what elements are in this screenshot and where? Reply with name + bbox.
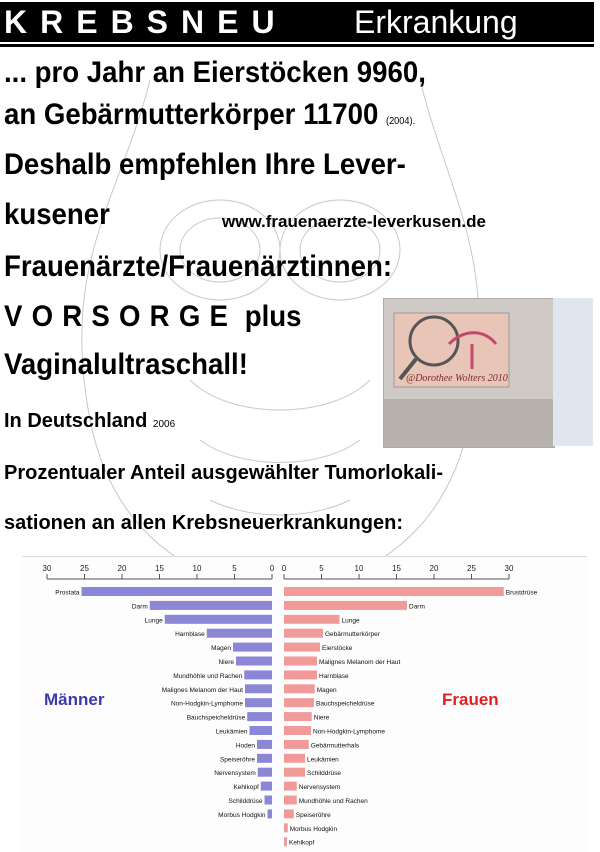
men-bar-label-9: Bauchspeicheldrüse xyxy=(186,714,246,722)
women-bar-label-13: Schilddrüse xyxy=(307,770,341,778)
men-tick-0: 30 xyxy=(42,564,52,573)
women-tick-2: 10 xyxy=(354,564,364,573)
men-bar-9 xyxy=(247,712,272,721)
women-bar-label-8: Bauchspeicheldrüse xyxy=(316,700,375,708)
women-bar-label-0: Brustdrüse xyxy=(505,589,538,597)
men-bar-label-2: Lunge xyxy=(144,617,163,625)
women-bar-18 xyxy=(284,837,287,846)
men-tick-2: 20 xyxy=(117,564,127,573)
text-line-3: Deshalb empfehlen Ihre Lever- xyxy=(4,148,406,181)
men-bar-label-16: Morbus Hodgkin xyxy=(218,811,266,819)
men-bar-label-4: Magen xyxy=(211,645,231,653)
men-bar-label-0: Prostata xyxy=(55,589,80,597)
women-bar-label-15: Mundhöhle und Rachen xyxy=(298,798,368,805)
ultrasound-photo xyxy=(383,298,555,448)
men-bar-14 xyxy=(261,782,272,791)
women-bar-label-14: Nervensystem xyxy=(298,784,341,792)
men-bar-label-11: Hoden xyxy=(235,742,255,750)
headline-spaced: KREBSNEU xyxy=(4,4,288,40)
men-bar-8 xyxy=(245,698,272,707)
women-bar-3 xyxy=(284,629,323,638)
headline-bar xyxy=(0,2,594,42)
women-bar-label-18: Kehlkopf xyxy=(289,839,315,847)
men-bar-11 xyxy=(257,740,272,749)
chart-container xyxy=(22,556,587,852)
women-bar-17 xyxy=(284,823,288,832)
women-bar-label-4: Eierstöcke xyxy=(322,645,353,653)
headline-underline xyxy=(0,44,594,47)
women-bar-0 xyxy=(284,587,504,596)
text-line-2 xyxy=(4,98,415,139)
women-bar-label-17: Morbus Hodgkin xyxy=(289,825,338,833)
women-tick-5: 25 xyxy=(467,564,476,573)
men-bar-label-1: Darm xyxy=(131,603,148,611)
text-line-1: ... pro Jahr an Eierstöcken 9960, xyxy=(4,56,426,89)
women-bar-4 xyxy=(284,643,320,652)
women-bar-13 xyxy=(284,768,305,777)
women-panel-label: Frauen xyxy=(442,690,499,709)
women-tick-0: 0 xyxy=(281,564,287,573)
women-bar-label-3: Gebärmutterkörper xyxy=(325,631,380,639)
text-line-5: Frauenärzte/Frauenärztinnen: xyxy=(4,250,393,283)
women-bar-16 xyxy=(284,809,294,818)
text-line-2-year: (2004). xyxy=(386,116,416,127)
men-bar-label-5: Niere xyxy=(218,659,234,666)
women-bar-label-6: Harnblase xyxy=(319,672,349,680)
men-tick-6: 0 xyxy=(269,564,275,573)
women-bar-label-16: Speiseröhre xyxy=(295,811,331,819)
women-bar-label-11: Gebärmutterhals xyxy=(310,742,360,750)
men-bar-1 xyxy=(150,601,272,610)
women-bar-label-2: Lunge xyxy=(341,617,360,625)
men-bar-label-14: Kehlkopf xyxy=(233,784,259,792)
women-bar-9 xyxy=(284,712,312,721)
men-bar-12 xyxy=(257,754,272,763)
women-bar-7 xyxy=(284,684,315,693)
tumor-chart xyxy=(22,557,587,852)
women-bar-1 xyxy=(284,601,407,610)
women-tick-1: 5 xyxy=(319,564,324,573)
women-bar-10 xyxy=(284,726,311,735)
men-bar-16 xyxy=(268,809,273,818)
women-tick-6: 30 xyxy=(504,564,514,573)
women-bar-label-1: Darm xyxy=(409,603,425,611)
women-bar-5 xyxy=(284,657,317,666)
women-bar-11 xyxy=(284,740,309,749)
men-bar-2 xyxy=(165,615,272,624)
women-bar-label-12: Leukämien xyxy=(307,756,339,764)
men-bar-label-13: Nervensystem xyxy=(214,770,256,778)
website-link[interactable]: www.frauenaerzte-leverkusen.de xyxy=(222,212,486,231)
side-panel xyxy=(553,298,593,446)
women-bar-15 xyxy=(284,796,297,805)
text-line-8-year: 2006 xyxy=(152,419,176,430)
text-line-8-main: In Deutschland xyxy=(4,410,148,432)
men-bar-label-8: Non-Hodgkin-Lymphome xyxy=(170,700,243,708)
men-tick-5: 5 xyxy=(232,564,237,573)
men-bar-4 xyxy=(233,643,272,652)
women-bar-label-5: Malignes Melanom der Haut xyxy=(319,659,401,666)
men-bar-7 xyxy=(245,684,272,693)
men-bar-10 xyxy=(250,726,273,735)
text-line-6-spaced: VORSORGE xyxy=(4,300,238,333)
women-bar-label-10: Non-Hodgkin-Lymphome xyxy=(313,728,386,736)
women-tick-4: 20 xyxy=(429,564,439,573)
men-bar-label-15: Schilddrüse xyxy=(228,798,263,805)
text-line-4: kusener xyxy=(4,198,110,231)
text-line-7: Vaginalultraschall! xyxy=(4,348,248,381)
men-bar-label-7: Malignes Melanom der Haut xyxy=(161,686,243,694)
men-bar-6 xyxy=(244,670,272,679)
men-bar-13 xyxy=(258,768,272,777)
ultrasound-illustration xyxy=(384,299,554,447)
men-bar-label-6: Mundhöhle und Rachen xyxy=(173,672,243,680)
text-line-8 xyxy=(4,410,175,433)
text-line-6 xyxy=(4,300,302,334)
women-bar-12 xyxy=(284,754,305,763)
women-tick-3: 15 xyxy=(392,564,401,573)
men-tick-4: 10 xyxy=(192,564,202,573)
women-bar-label-7: Magen xyxy=(316,686,337,694)
text-line-6-plus: plus xyxy=(244,300,302,333)
men-bar-label-12: Speiseröhre xyxy=(219,756,255,764)
men-tick-3: 15 xyxy=(155,564,164,573)
women-bar-6 xyxy=(284,670,317,679)
men-bar-3 xyxy=(207,629,272,638)
men-panel-label: Männer xyxy=(44,690,105,709)
text-line-9: Prozentualer Anteil ausgewählter Tumorlokali- xyxy=(4,462,443,484)
men-bar-0 xyxy=(82,587,273,596)
men-tick-1: 25 xyxy=(80,564,89,573)
men-bar-label-10: Leukämien xyxy=(215,728,248,736)
women-bar-14 xyxy=(284,782,297,791)
women-bar-8 xyxy=(284,698,314,707)
men-bar-15 xyxy=(265,796,273,805)
photo-watermark: @Dorothee Wolters 2010 xyxy=(406,373,508,384)
men-bar-5 xyxy=(236,657,272,666)
women-bar-label-9: Niere xyxy=(313,714,330,722)
text-line-2-main: an Gebärmutterkörper 11700 xyxy=(4,98,379,131)
men-bar-label-3: Harnblase xyxy=(175,631,205,639)
text-line-10: sationen an allen Krebsneuerkrankungen: xyxy=(4,512,403,534)
headline-plain: Erkrankung xyxy=(354,4,518,40)
women-bar-2 xyxy=(284,615,340,624)
